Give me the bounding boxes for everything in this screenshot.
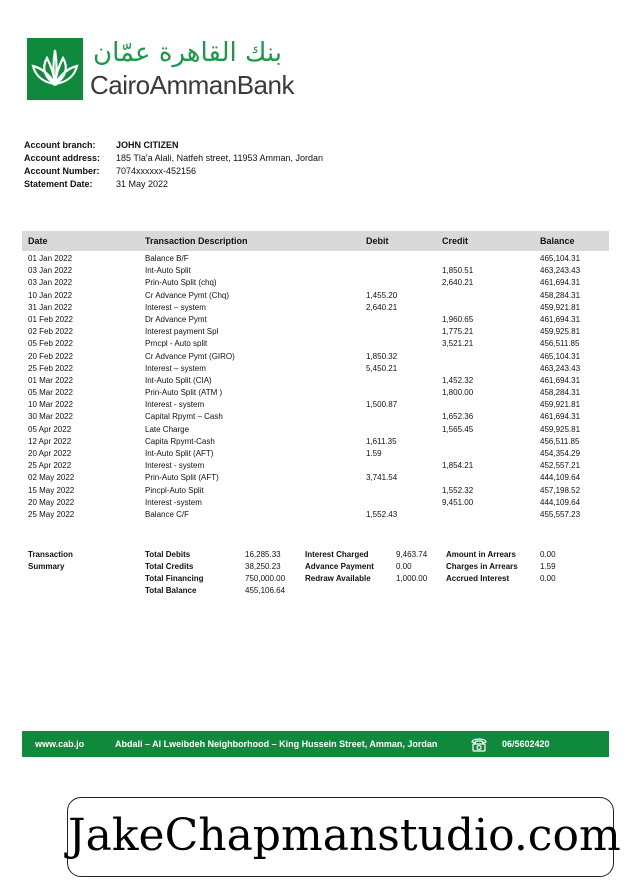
cell-debit: 2,640.21: [366, 302, 398, 312]
table-row: [22, 387, 609, 399]
cell-desc: Interest – system: [145, 302, 206, 312]
table-row: [22, 460, 609, 472]
cell-desc: Int-Auto Split (AFT): [145, 449, 214, 458]
charges-in-arrears-label: Charges in Arrears: [446, 562, 518, 571]
table-row: [22, 265, 609, 277]
cell-balance: 463,243.43: [540, 363, 581, 373]
total-financing-value: 750,000.00: [245, 574, 286, 583]
cell-balance: 456,511.85: [540, 339, 580, 349]
account-branch-value: JOHN CITIZEN: [116, 140, 179, 150]
cell-desc: Cr Advance Pymt (GIRO): [145, 351, 235, 361]
total-credits-value: 38,250.23: [245, 562, 281, 571]
table-row: [22, 509, 609, 521]
summary-title-line1: Transaction: [28, 550, 73, 559]
cell-date: 10 Mar 2022: [28, 400, 73, 410]
cell-date: 03 Jan 2022: [28, 278, 73, 288]
header-date: Date: [28, 236, 48, 246]
table-row: [22, 399, 609, 411]
bank-name-part1: CairoAmman: [90, 70, 237, 100]
cell-desc: Int-Auto Split: [145, 266, 191, 276]
transaction-summary: [22, 550, 609, 600]
header-debit: Debit: [366, 236, 389, 246]
cell-desc: Prin-Auto Split (ATM ): [145, 388, 223, 398]
cell-date: 10 Jan 2022: [28, 290, 73, 300]
cell-date: 05 Feb 2022: [28, 339, 73, 349]
cell-desc: Prncpl - Auto split: [145, 339, 208, 349]
table-row: [22, 290, 609, 302]
cell-date: 20 Apr 2022: [28, 449, 72, 458]
footer-address: Abdali – Al Lweibdeh Neighborhood – King Hussein Street, Amman, Jordan: [115, 739, 438, 749]
total-balance-label: Total Balance: [145, 586, 197, 595]
cell-credit: 3,521.21: [442, 339, 474, 349]
interest-charged-label: Interest Charged: [305, 550, 369, 559]
table-row: [22, 472, 609, 484]
cell-credit: 1,452.32: [442, 375, 474, 385]
bank-name-part2: Bank: [236, 70, 294, 100]
account-info: [24, 139, 323, 191]
header-balance: Balance: [540, 236, 575, 246]
cell-balance: 444,109.64: [540, 473, 581, 483]
statement-date-value: 31 May 2022: [116, 179, 169, 189]
cell-balance: 444,109.64: [540, 497, 581, 507]
watermark-box: [67, 797, 621, 877]
cell-date: 02 Feb 2022: [28, 327, 73, 337]
cell-balance: 461,694.31: [540, 278, 581, 288]
table-row: [22, 497, 609, 509]
table-row: [22, 411, 609, 423]
amount-in-arrears-value: 0.00: [540, 550, 556, 559]
table-row: [22, 314, 609, 326]
cell-balance: 455,557.23: [540, 509, 581, 519]
table-row: [22, 302, 609, 314]
cell-desc: Cr Advance Pymt (Chq): [145, 290, 230, 300]
cell-date: 01 Mar 2022: [28, 375, 73, 385]
interest-charged-value: 9,463.74: [396, 550, 428, 559]
cell-desc: Capita Rpymt-Cash: [145, 436, 215, 446]
cell-date: 05 Mar 2022: [28, 388, 73, 398]
total-balance-value: 455,106.64: [245, 586, 286, 595]
total-financing-label: Total Financing: [145, 574, 204, 583]
cell-date: 02 May 2022: [28, 473, 75, 483]
cell-balance: 458,284.31: [540, 290, 581, 300]
footer-phone: 06/5602420: [502, 739, 550, 749]
cell-desc: Balance B/F: [145, 254, 189, 263]
summary-title-line2: Summary: [28, 562, 65, 571]
cell-date: 01 Jan 2022: [28, 254, 73, 263]
cell-balance: 465,104.31: [540, 351, 581, 361]
table-row: [22, 424, 609, 436]
redraw-available-value: 1,000.00: [396, 574, 428, 583]
account-branch-label: Account branch:: [24, 140, 96, 150]
redraw-available-label: Redraw Available: [305, 574, 371, 583]
cell-credit: 1,552.32: [442, 485, 474, 495]
cell-debit: 5,450.21: [366, 363, 398, 373]
table-row: [22, 448, 609, 460]
cell-balance: 459,925.81: [540, 327, 581, 337]
account-number-value: 7074xxxxxx-452156: [116, 166, 197, 176]
cell-balance: 463,243.43: [540, 266, 581, 276]
header-credit: Credit: [442, 236, 469, 246]
total-credits-label: Total Credits: [145, 562, 194, 571]
table-row: [22, 253, 609, 265]
cell-desc: Balance C/F: [145, 509, 190, 519]
cell-debit: 1,455.20: [366, 290, 398, 300]
advance-payment-value: 0.00: [396, 562, 412, 571]
cell-date: 01 Feb 2022: [28, 314, 73, 324]
amount-in-arrears-label: Amount in Arrears: [446, 550, 516, 559]
cell-date: 12 Apr 2022: [28, 436, 72, 446]
cell-balance: 459,921.81: [540, 400, 581, 410]
cell-debit: 1,500.87: [366, 400, 398, 410]
table-row: [22, 277, 609, 289]
bank-name-arabic: بنك القاهرة عمّان: [93, 38, 282, 68]
cell-credit: 9,451.00: [442, 497, 474, 507]
account-number-label: Account Number:: [24, 166, 100, 176]
accrued-interest-value: 0.00: [540, 574, 556, 583]
cell-desc: Interest - system: [145, 400, 205, 410]
cell-debit: 1.59: [366, 449, 382, 458]
watermark-text: JakeChapmanstudio.com: [68, 810, 621, 861]
cell-desc: Pincpl-Auto Split: [145, 485, 204, 495]
cell-desc: Capital Rpymt – Cash: [145, 412, 223, 422]
cell-date: 25 May 2022: [28, 509, 75, 519]
cell-date: 20 May 2022: [28, 497, 75, 507]
footer-bar: [22, 731, 609, 757]
cell-credit: 1,960.65: [442, 314, 474, 324]
cell-balance: 461,694.31: [540, 412, 581, 422]
total-debits-label: Total Debits: [145, 550, 191, 559]
cell-balance: 461,694.31: [540, 375, 581, 385]
cell-desc: Dr Advance Pymt: [145, 314, 207, 324]
cell-balance: 461,694.31: [540, 314, 581, 324]
cell-date: 15 May 2022: [28, 485, 75, 495]
table-row: [22, 375, 609, 387]
cell-credit: 1,854.21: [442, 461, 474, 471]
cell-desc: Late Charge: [145, 424, 190, 434]
cell-desc: Prin-Auto Split (AFT): [145, 473, 219, 483]
cell-date: 03 Jan 2022: [28, 266, 73, 276]
table-row: [22, 326, 609, 338]
accrued-interest-label: Accrued Interest: [446, 574, 510, 583]
cell-desc: Interest - system: [145, 461, 205, 471]
cell-balance: 452,557.21: [540, 461, 581, 471]
table-row: [22, 363, 609, 375]
cell-balance: 465,104.31: [540, 254, 581, 263]
cell-balance: 454,354.29: [540, 449, 581, 458]
cell-date: 31 Jan 2022: [28, 302, 73, 312]
footer-website-link[interactable]: www.cab.jo: [35, 739, 85, 749]
cell-balance: 458,284.31: [540, 388, 581, 398]
cell-desc: Int-Auto Split (CIA): [145, 375, 212, 385]
account-address-value: 185 Tla'a Alali, Natfeh street, 11953 Amman, Jordan: [116, 153, 324, 163]
account-address-label: Account address:: [24, 153, 101, 163]
cell-desc: Prin-Auto Split (chq): [145, 278, 217, 288]
cell-balance: 459,921.81: [540, 302, 581, 312]
cell-date: 05 Apr 2022: [28, 424, 72, 434]
table-row: [22, 351, 609, 363]
bank-logo-icon: [27, 38, 83, 100]
cell-credit: 1,652.36: [442, 412, 474, 422]
cell-debit: 3,741.54: [366, 473, 398, 483]
cell-balance: 457,198.52: [540, 485, 581, 495]
header-description: Transaction Description: [145, 236, 248, 246]
charges-in-arrears-value: 1.59: [540, 562, 556, 571]
total-debits-value: 16,285.33: [245, 550, 281, 559]
cell-debit: 1,552.43: [366, 509, 398, 519]
cell-date: 25 Feb 2022: [28, 363, 73, 373]
cell-desc: Interest -system: [145, 497, 202, 507]
cell-debit: 1,850.32: [366, 351, 398, 361]
cell-credit: 1,565.45: [442, 424, 474, 434]
cell-credit: 1,775.21: [442, 327, 474, 337]
telephone-icon: [470, 736, 488, 752]
table-row: [22, 436, 609, 448]
bank-name-english: [90, 70, 294, 101]
advance-payment-label: Advance Payment: [305, 562, 374, 571]
statement-date-label: Statement Date:: [24, 179, 93, 189]
cell-date: 25 Apr 2022: [28, 461, 72, 471]
cell-credit: 2,640.21: [442, 278, 474, 288]
cell-credit: 1,800.00: [442, 388, 474, 398]
cell-balance: 456,511.85: [540, 436, 580, 446]
transactions-table-header: [22, 231, 609, 251]
cell-desc: Interest payment Spl: [145, 327, 219, 337]
cell-debit: 1,611.35: [366, 436, 397, 446]
cell-date: 30 Mar 2022: [28, 412, 73, 422]
table-row: [22, 338, 609, 350]
transactions-table-body: [22, 253, 609, 521]
cell-desc: Interest – system: [145, 363, 206, 373]
cell-credit: 1,850.51: [442, 266, 474, 276]
cell-date: 20 Feb 2022: [28, 351, 73, 361]
table-row: [22, 485, 609, 497]
cell-balance: 459,925.81: [540, 424, 581, 434]
